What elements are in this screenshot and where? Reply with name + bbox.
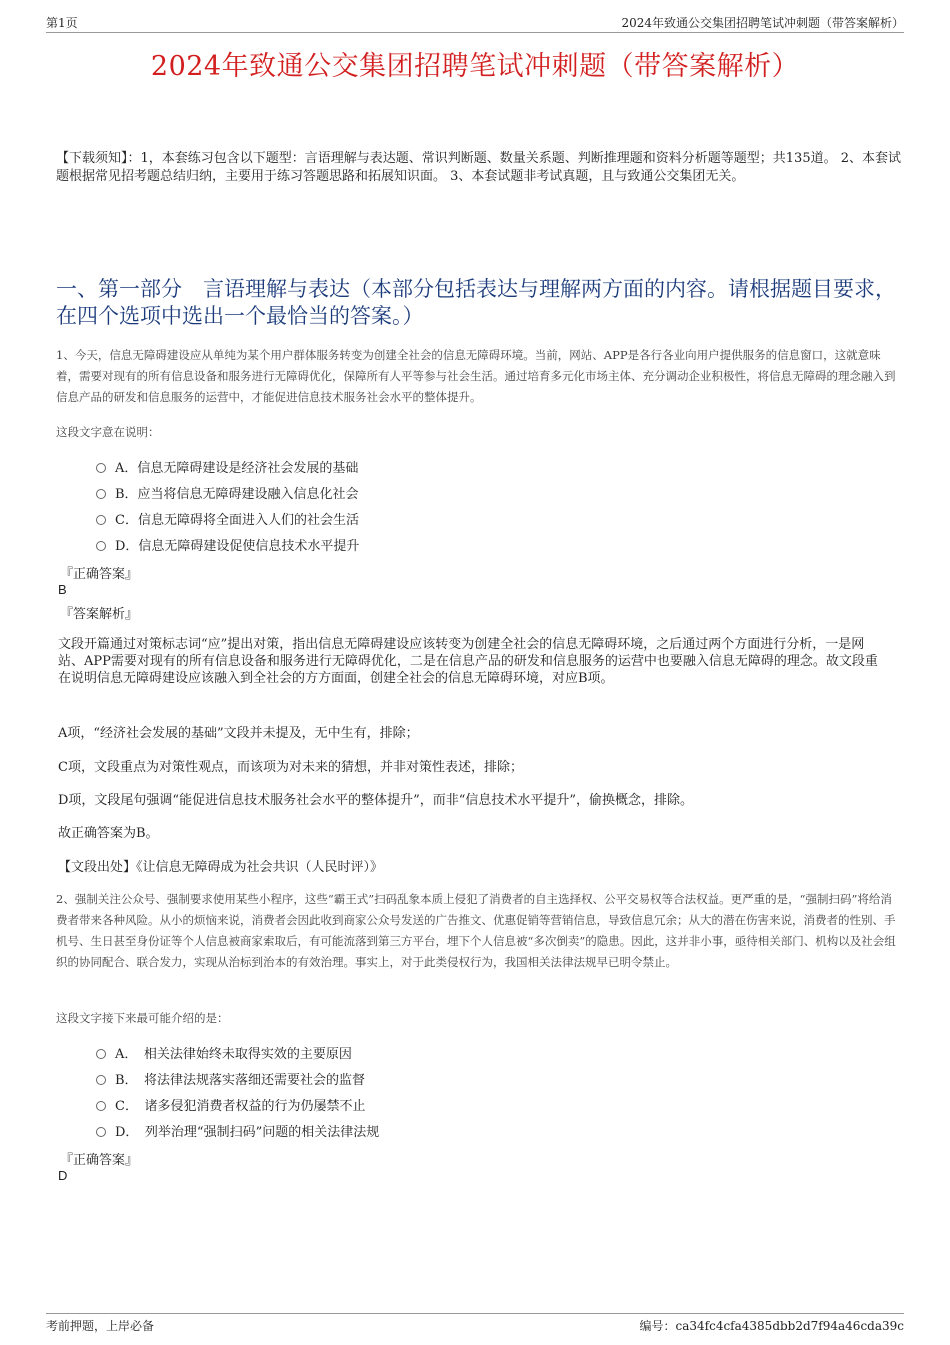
radio-icon[interactable] [96,1127,106,1137]
option-label: A． 相关法律始终未取得实效的主要原因 [115,1046,352,1062]
correct-answer-label: 『正确答案』 [60,1153,139,1168]
analysis-option-a: A项，“经济社会发展的基础”文段并未提及，无中生有，排除； [58,726,419,741]
option-label: D． 列举治理“强制扫码”问题的相关法律法规 [115,1124,380,1140]
correct-answer: D [58,1168,68,1183]
radio-icon[interactable] [96,1075,106,1085]
document-id: 编号：ca34fc4cfa4385dbb2d7f94a46cda39c [639,1319,904,1333]
header-doc-title: 2024年致通公交集团招聘笔试冲刺题（带答案解析） [621,16,904,30]
option-label: A．信息无障碍建设是经济社会发展的基础 [115,460,359,476]
analysis-label: 『答案解析』 [60,607,139,622]
option-b[interactable] [96,479,359,505]
question-2-prompt: 这段文字接下来最可能介绍的是： [56,1011,229,1025]
footer-slogan: 考前押题，上岸必备 [46,1319,155,1333]
analysis-option-d: D项，文段尾句强调“能促进信息技术服务社会水平的整体提升”，而非“信息技术水平提升”，偷换概念，排除。 [58,793,694,808]
page-number: 第1页 [46,16,78,30]
question-1-text: 1、今天，信息无障碍建设应从单纯为某个用户群体服务转变为创建全社会的信息无障碍环境。当前，网站、APP是各行各业向用户提供服务的信息窗口，这就意味着，需要对现有的所有信息设备和服务进行无障碍优化，保障所有人平等参与社会生活。通过培育多元化市场主体、充分调动企业积极性，将信息无障碍的理念融入到信息产品的研发和信息服务的运营中，才能促进信息技术服务社会水平的整体提升。 [56,348,896,404]
radio-icon[interactable] [96,1101,106,1111]
option-label: C．信息无障碍将全面进入人们的社会生活 [115,512,359,528]
option-label: B． 将法律法规落实落细还需要社会的监督 [115,1072,366,1088]
question-1-options [96,453,359,557]
radio-icon[interactable] [96,1049,106,1059]
question-1-prompt: 这段文字意在说明： [56,425,160,439]
option-c[interactable] [96,505,359,531]
option-d[interactable] [96,531,359,557]
correct-answer-label: 『正确答案』 [60,567,139,582]
option-label: C． 诸多侵犯消费者权益的行为仍屡禁不止 [115,1098,366,1114]
option-a[interactable] [96,453,359,479]
correct-answer: B [58,582,67,597]
radio-icon[interactable] [96,463,106,473]
download-notice: 【下载须知】：1，本套练习包含以下题型：言语理解与表达题、常识判断题、数量关系题、判断推理题和资料分析题等题型；共135道。 2、本套试题根据常见招考题总结归纳，主要用于练习答题思路和拓展知识面。 3、本套试题非考试真题，且与致通公交集团无关。 [56,151,901,184]
option-a[interactable] [96,1039,379,1065]
option-label: D．信息无障碍建设促使信息技术水平提升 [115,538,360,554]
option-d[interactable] [96,1117,379,1143]
page-title: 2024年致通公交集团招聘笔试冲刺题（带答案解析） [150,51,800,82]
option-c[interactable] [96,1091,379,1117]
option-b[interactable] [96,1065,379,1091]
radio-icon[interactable] [96,515,106,525]
analysis-option-c: C项，文段重点为对策性观点，而该项为对未来的猜想，并非对策性表述，排除； [58,760,523,775]
analysis-conclusion: 故正确答案为B。 [58,826,159,841]
analysis-paragraph: 文段开篇通过对策标志词“应”提出对策，指出信息无障碍建设应该转变为创建全社会的信息无障碍环境，之后通过两个方面进行分析，一是网站、APP需要对现有的所有信息设备和服务进行无障碍优化，二是在信息产品的研发和信息服务的运营中也要融入信息无障碍的理念。故文段重在说明信息无障碍建设应该融入到全社会的方方面面，创建全社会的信息无障碍环境，对应B项。 [58,637,878,686]
analysis-source: 【文段出处】《让信息无障碍成为社会共识（人民时评）》 [58,860,384,875]
option-label: B．应当将信息无障碍建设融入信息化社会 [115,486,359,502]
question-2-options [96,1039,379,1143]
question-2-text: 2、强制关注公众号、强制要求使用某些小程序，这些“霸王式”扫码乱象本质上侵犯了消费者的自主选择权、公平交易权等合法权益。更严重的是，“强制扫码”将给消费者带来各种风险。从小的烦恼来说，消费者会因此收到商家公众号发送的广告推文、优惠促销等营销信息，导致信息冗余；从大的潜在伤害来说，消费者的性别、手机号、生日甚至身份证等个人信息被商家索取后，有可能流落到第三方平台，埋下个人信息被“多次倒卖”的隐患。因此，这并非小事，亟待相关部门、机构以及社会组织的协同配合、联合发力，实现从治标到治本的有效治理。事实上，对于此类侵权行为，我国相关法律法规早已明令禁止。 [56,892,896,969]
page-header [46,14,904,33]
section-heading: 一、第一部分 言语理解与表达（本部分包括表达与理解两方面的内容。请根据题目要求，在四个选项中选出一个最恰当的答案。） [56,277,896,328]
page-footer [46,1313,904,1336]
radio-icon[interactable] [96,489,106,499]
radio-icon[interactable] [96,541,106,551]
